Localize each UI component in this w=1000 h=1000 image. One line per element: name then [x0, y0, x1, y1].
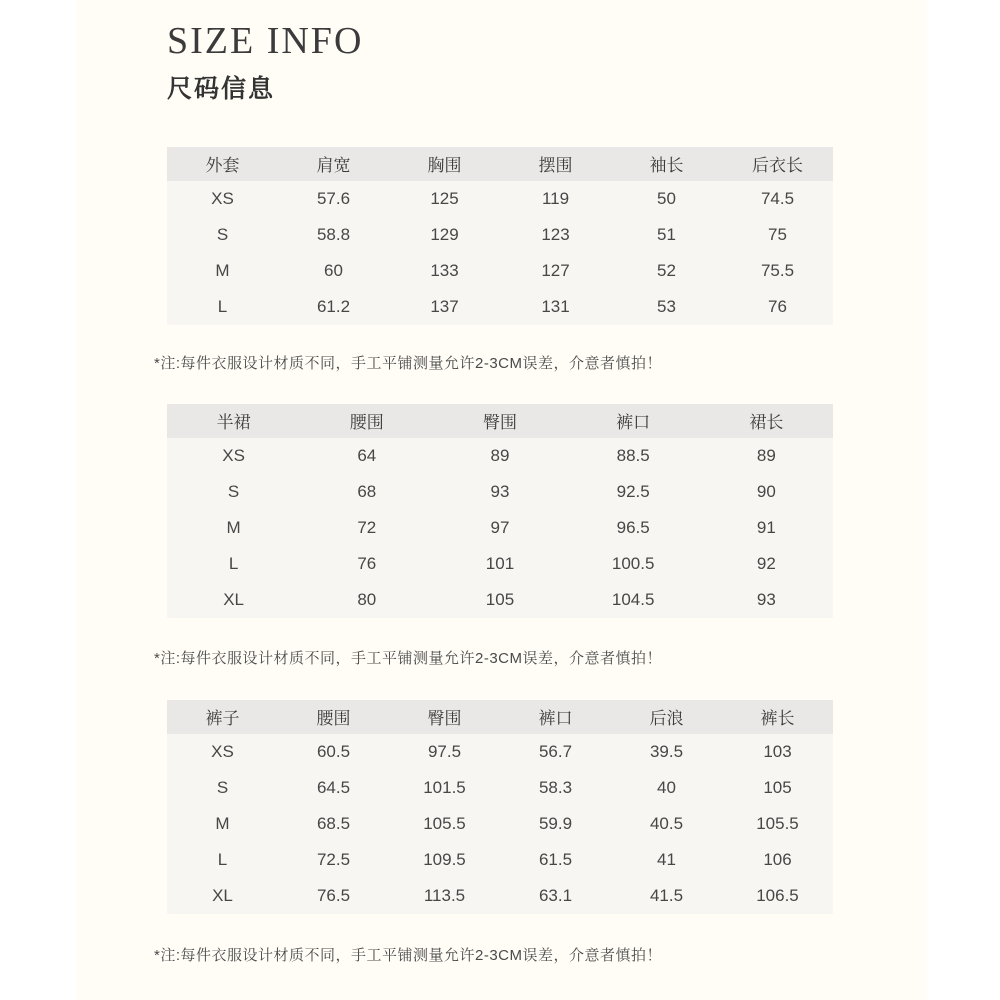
measurement-value: 100.5	[611, 553, 655, 573]
table-row	[167, 217, 833, 253]
measurement-value: 93	[490, 481, 510, 501]
measurement-value: 52	[657, 260, 676, 280]
measurement-value: 105.5	[423, 813, 466, 833]
measurement-value: 50	[657, 188, 676, 208]
table-row	[167, 181, 833, 217]
measurement-value: 119	[541, 188, 570, 208]
header-row	[167, 700, 833, 734]
measurement-value: 88.5	[616, 445, 650, 465]
header-row	[167, 404, 833, 438]
page-title-en: SIZE INFO	[167, 20, 364, 62]
size-table-pants	[167, 700, 833, 914]
measurement-value: 53	[657, 296, 676, 316]
column-header: 袖长	[611, 147, 722, 181]
measurement-value: 80	[357, 589, 377, 609]
size-label: M	[215, 260, 230, 280]
table-row	[167, 510, 833, 546]
measurement-value: 58.3	[538, 777, 573, 797]
measurement-value: 104.5	[611, 589, 655, 609]
column-header: 腰围	[278, 700, 389, 734]
measurement-value: 61.2	[316, 296, 351, 316]
measurement-value: 101	[485, 553, 515, 573]
measurement-note-jacket: *注:每件衣服设计材质不同，手工平铺测量允许2-3CM误差，介意者慎拍！	[154, 354, 663, 372]
column-header: 裤口	[500, 700, 611, 734]
column-header: 后浪	[611, 700, 722, 734]
table-row	[167, 770, 833, 806]
page-title-zh: 尺码信息	[167, 74, 276, 103]
column-header: 摆围	[500, 147, 611, 181]
measurement-value: 64	[357, 445, 377, 465]
column-header: 臀围	[389, 700, 500, 734]
size-label: L	[228, 553, 239, 573]
header-row	[167, 147, 833, 181]
measurement-value: 106	[763, 849, 792, 869]
column-header: 裤子	[167, 700, 278, 734]
table-row	[167, 474, 833, 510]
measurement-value: 103	[763, 741, 792, 761]
column-header: 半裙	[167, 404, 300, 438]
measurement-value: 76	[357, 553, 377, 573]
column-header: 胸围	[389, 147, 500, 181]
measurement-value: 59.9	[538, 813, 573, 833]
measurement-value: 125	[430, 188, 459, 208]
table-row	[167, 546, 833, 582]
column-header: 裙长	[700, 404, 833, 438]
measurement-value: 76	[768, 296, 787, 316]
measurement-value: 57.6	[316, 188, 351, 208]
size-label: M	[226, 517, 241, 537]
table-row	[167, 582, 833, 618]
measurement-value: 68.5	[316, 813, 351, 833]
size-label: XS	[222, 445, 245, 465]
column-header: 外套	[167, 147, 278, 181]
size-label: M	[215, 813, 230, 833]
measurement-value: 109.5	[423, 849, 466, 869]
measurement-value: 72	[357, 517, 377, 537]
measurement-value: 129	[430, 224, 459, 244]
measurement-note-skirt: *注:每件衣服设计材质不同，手工平铺测量允许2-3CM误差，介意者慎拍！	[154, 649, 663, 667]
measurement-value: 68	[357, 481, 377, 501]
column-header: 后衣长	[722, 147, 833, 181]
measurement-value: 91	[756, 517, 776, 537]
measurement-value: 106.5	[756, 885, 799, 905]
column-header: 裤口	[567, 404, 700, 438]
size-table-jacket	[167, 147, 833, 325]
measurement-value: 97	[490, 517, 510, 537]
measurement-value: 40.5	[649, 813, 684, 833]
column-header: 肩宽	[278, 147, 389, 181]
measurement-value: 131	[541, 296, 570, 316]
table-row	[167, 878, 833, 914]
measurement-value: 76.5	[316, 885, 351, 905]
measurement-value: 137	[430, 296, 459, 316]
measurement-value: 92.5	[616, 481, 650, 501]
measurement-value: 105	[485, 589, 515, 609]
table-row	[167, 438, 833, 474]
size-label: S	[216, 224, 229, 244]
measurement-value: 90	[756, 481, 776, 501]
measurement-value: 127	[541, 260, 570, 280]
table-row	[167, 806, 833, 842]
measurement-value: 75.5	[760, 260, 795, 280]
measurement-value: 101.5	[423, 777, 466, 797]
measurement-value: 96.5	[616, 517, 650, 537]
measurement-value: 63.1	[538, 885, 573, 905]
measurement-value: 105	[763, 777, 792, 797]
measurement-value: 40	[657, 777, 676, 797]
measurement-value: 105.5	[756, 813, 799, 833]
size-info-content	[154, 0, 833, 965]
size-info-card	[76, 0, 927, 1000]
size-label: XL	[223, 589, 244, 609]
size-label: S	[216, 777, 229, 797]
column-header: 裤长	[722, 700, 833, 734]
size-label: L	[217, 849, 228, 869]
measurement-value: 93	[756, 589, 776, 609]
measurement-value: 39.5	[649, 741, 684, 761]
measurement-value: 41.5	[649, 885, 684, 905]
measurement-value: 64.5	[316, 777, 351, 797]
measurement-value: 60	[324, 260, 343, 280]
size-label: XL	[212, 885, 233, 905]
size-label: L	[217, 296, 228, 316]
table-row	[167, 253, 833, 289]
measurement-value: 72.5	[316, 849, 351, 869]
measurement-value: 74.5	[760, 188, 795, 208]
column-header: 腰围	[300, 404, 433, 438]
measurement-value: 41	[657, 849, 676, 869]
measurement-value: 58.8	[316, 224, 351, 244]
size-label: XS	[211, 741, 234, 761]
size-label: XS	[211, 188, 234, 208]
table-row	[167, 842, 833, 878]
measurement-value: 92	[756, 553, 776, 573]
measurement-value: 56.7	[538, 741, 573, 761]
measurement-note-pants: *注:每件衣服设计材质不同，手工平铺测量允许2-3CM误差，介意者慎拍！	[154, 946, 663, 964]
size-table-skirt	[167, 404, 833, 618]
measurement-value: 123	[541, 224, 570, 244]
measurement-value: 89	[756, 445, 776, 465]
size-label: S	[227, 481, 240, 501]
measurement-value: 61.5	[538, 849, 573, 869]
measurement-value: 97.5	[427, 741, 462, 761]
measurement-value: 113.5	[423, 885, 466, 905]
measurement-value: 60.5	[316, 741, 351, 761]
column-header: 臀围	[433, 404, 566, 438]
measurement-value: 89	[490, 445, 510, 465]
table-row	[167, 289, 833, 325]
measurement-value: 133	[430, 260, 459, 280]
table-row	[167, 734, 833, 770]
measurement-value: 51	[657, 224, 676, 244]
measurement-value: 75	[768, 224, 787, 244]
